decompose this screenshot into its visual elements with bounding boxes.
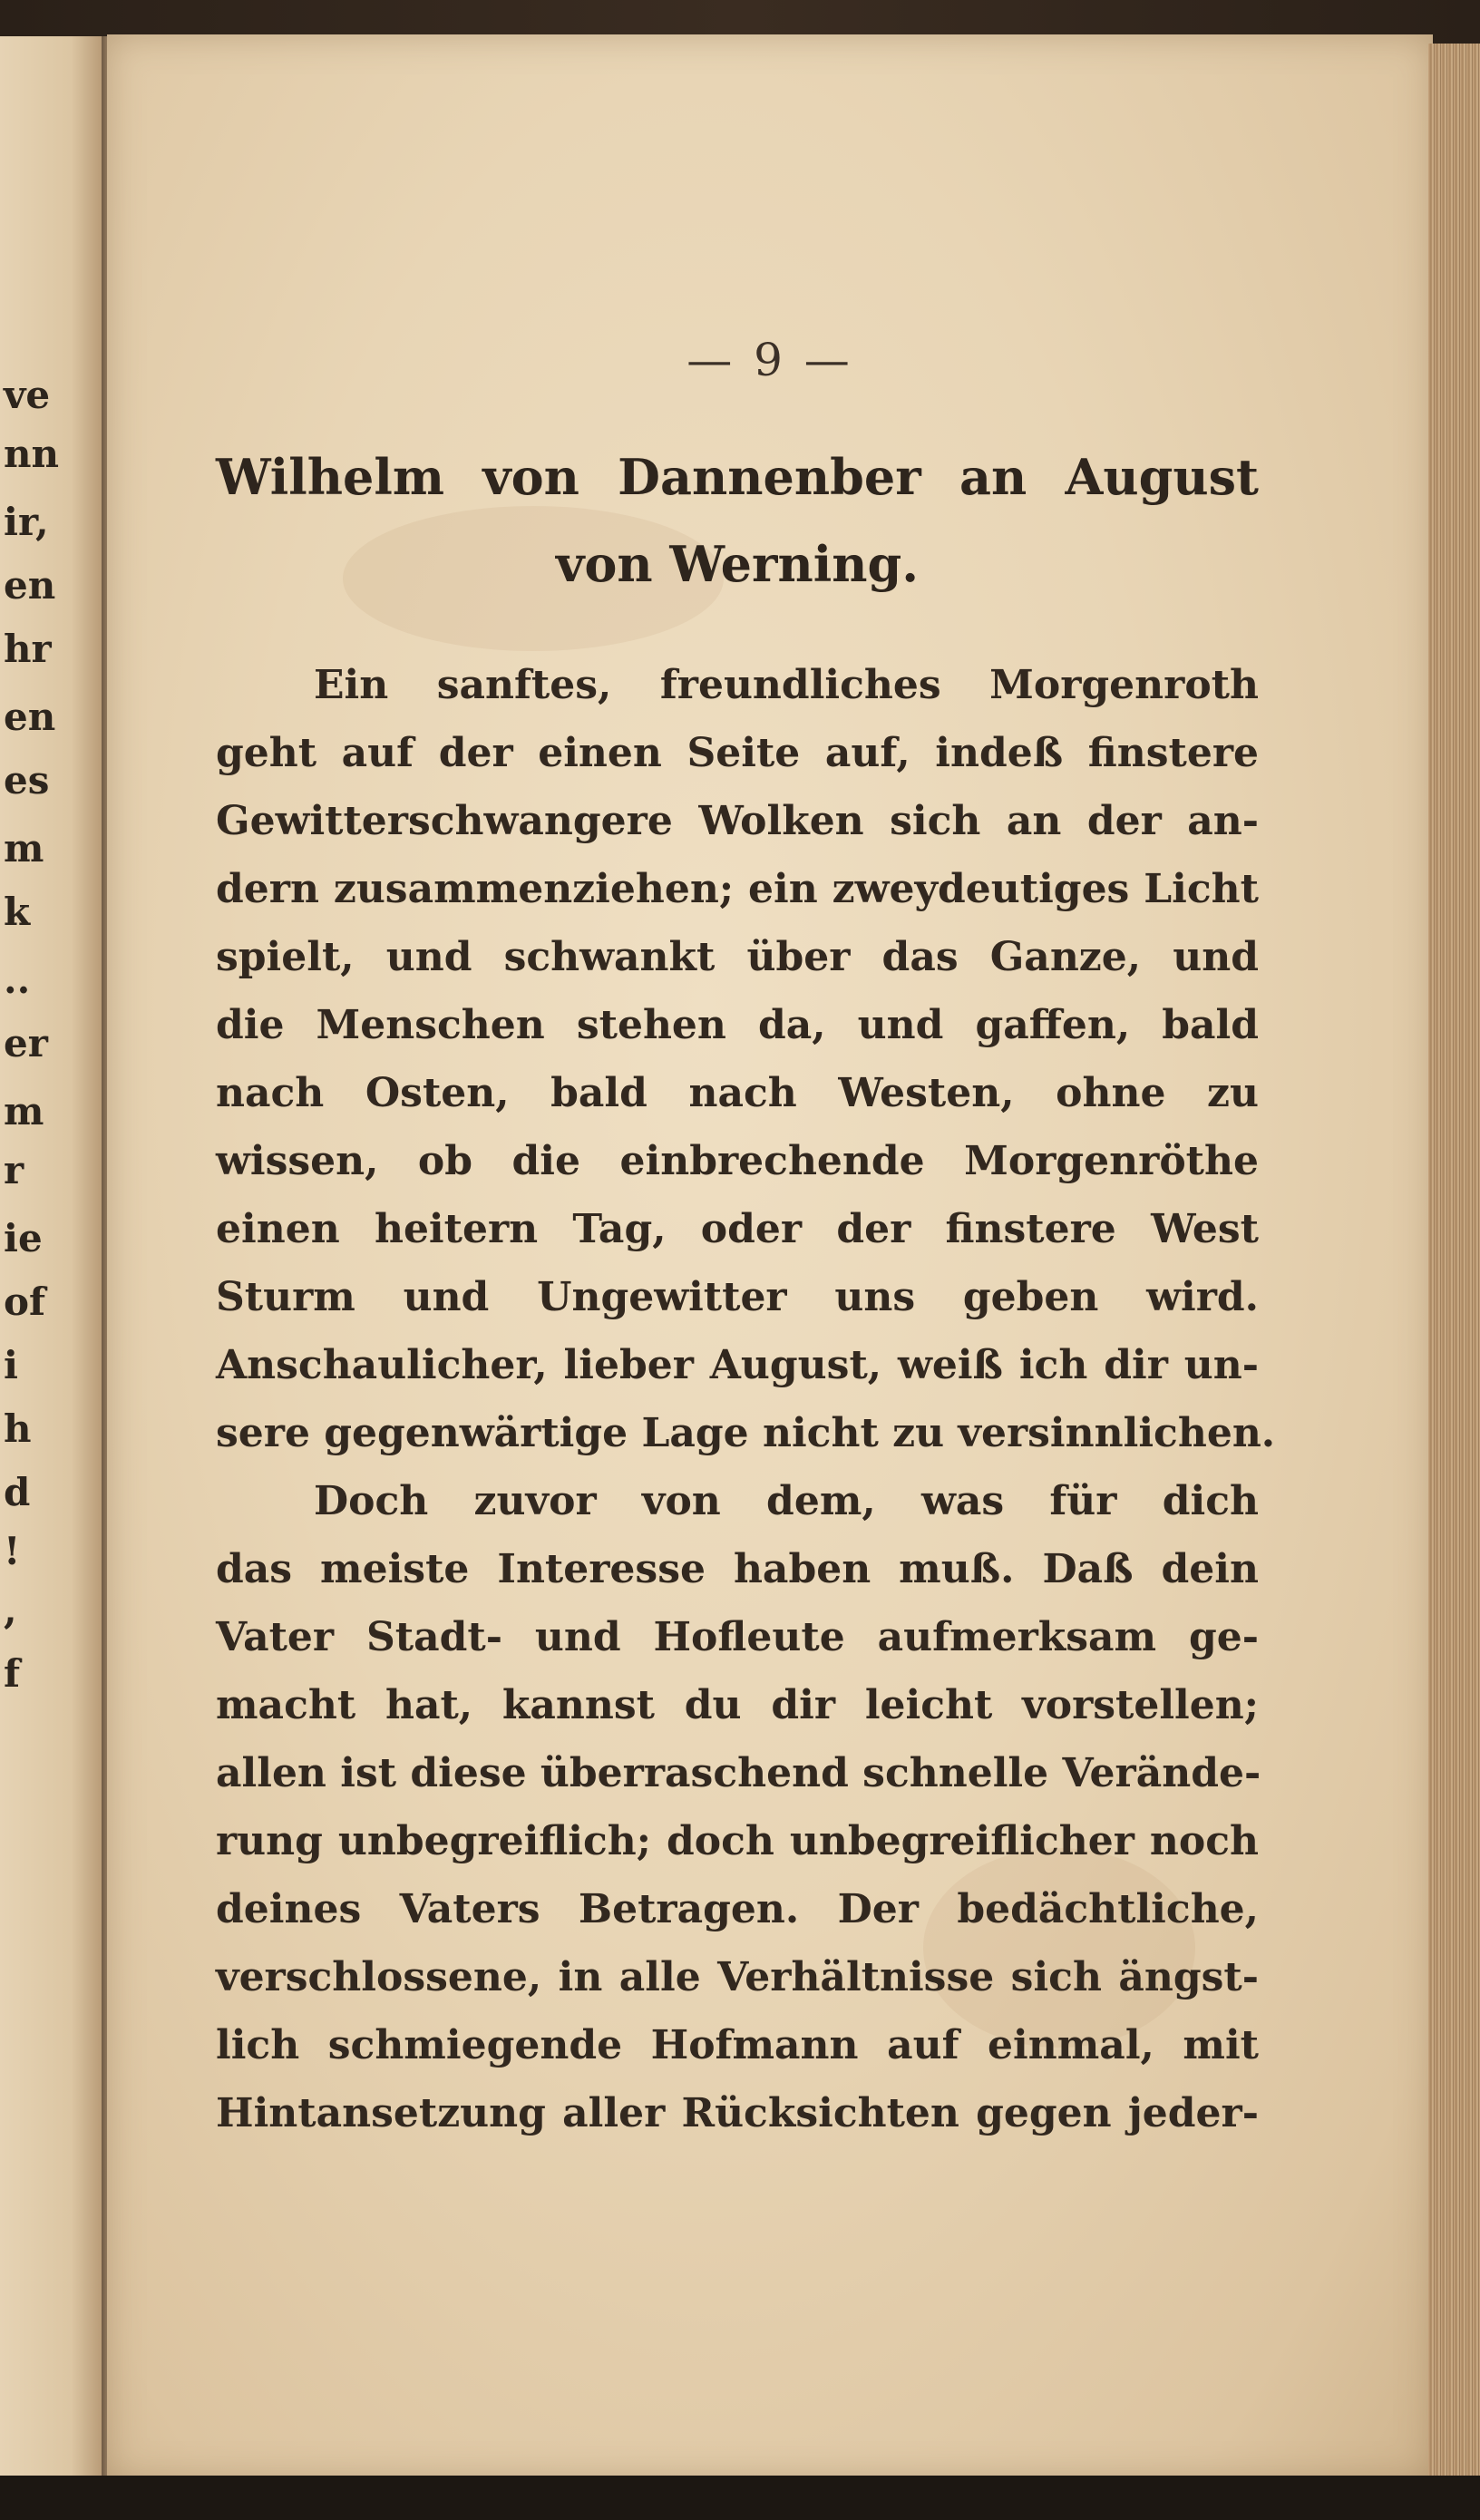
left-page-fragment: en (4, 563, 56, 608)
left-page-fragment: er (4, 1021, 48, 1065)
text-line: wissen, ob die einbrechende Morgenröthe (216, 1138, 1259, 1184)
text-line: Vater Stadt- und Hofleute aufmerksam ge- (216, 1614, 1259, 1660)
text-line: verschlossene, in alle Verhältnisse sich ängst- (216, 1954, 1259, 2000)
left-page-fragment: , (4, 1588, 17, 1632)
text-line: Doch zuvor von dem, was für dich (314, 1478, 1259, 1524)
left-page-fragment: r (4, 1148, 24, 1192)
left-page-fragment: en (4, 695, 56, 739)
text-line: macht hat, kannst du dir leicht vorstellen; (216, 1682, 1259, 1728)
text-line: Gewitterschwangere Wolken sich an der an- (216, 798, 1259, 844)
left-page-fragment: k (4, 890, 31, 934)
left-page-fragment: h (4, 1406, 32, 1451)
left-page-fragment: m (4, 826, 44, 871)
text-line: rung unbegreiflich; doch unbegreiflicher noch (216, 1818, 1259, 1864)
text-line: geht auf der einen Seite auf, indeß finstere (216, 730, 1259, 776)
text-line: allen ist diese überraschend schnelle Verände- (216, 1750, 1261, 1796)
left-page-fragment: .. (4, 958, 31, 1002)
left-page-fragment: ir, (4, 500, 49, 544)
page-edges (1428, 44, 1480, 2476)
text-line: die Menschen stehen da, und gaffen, bald (216, 1002, 1259, 1048)
left-page-fragment: ve (4, 373, 51, 417)
text-line: nach Osten, bald nach Westen, ohne zu (216, 1070, 1259, 1116)
right-page (107, 34, 1433, 2481)
left-page-fragment: ! (4, 1529, 21, 1573)
text-line: einen heitern Tag, oder der finstere West (216, 1206, 1259, 1252)
text-line: Hintansetzung aller Rücksichten gegen jeder- (216, 2090, 1259, 2136)
left-page-fragment: ie (4, 1216, 43, 1260)
text-line: dern zusammenziehen; ein zweydeutiges Licht (216, 866, 1259, 912)
heading-line: von Werning. (555, 535, 920, 593)
left-page-fragment: d (4, 1470, 31, 1514)
letter-body (216, 651, 1276, 2147)
left-page-fragment: m (4, 1089, 44, 1134)
left-page-fragment: of (4, 1279, 46, 1324)
text-line: spielt, und schwankt über das Ganze, und (216, 934, 1259, 980)
left-page-fragment: i (4, 1343, 18, 1387)
text-line: Anschaulicher, lieber August, weiß ich dir un- (216, 1342, 1259, 1388)
page-number: — 9 — (686, 334, 853, 386)
text-line: das meiste Interesse haben muß. Daß dein (216, 1546, 1259, 1592)
scan-background (0, 2476, 1480, 2520)
text-line: deines Vaters Betragen. Der bedächtliche, (216, 1886, 1259, 1932)
heading-line: Wilhelm von Dannenber an August (216, 448, 1259, 506)
text-line: Ein sanftes, freundliches Morgenroth (314, 662, 1259, 708)
left-page-fragment: es (4, 758, 50, 803)
text-line: Sturm und Ungewitter uns geben wird. (216, 1274, 1259, 1320)
letter-heading (216, 433, 1259, 608)
text-line: sere gegenwärtige Lage nicht zu versinnlichen. (216, 1410, 1276, 1456)
left-page-fragment: nn (4, 432, 60, 476)
left-page-fragment: hr (4, 627, 52, 671)
left-facing-page (0, 36, 103, 2476)
text-line: lich schmiegende Hofmann auf einmal, mit (216, 2022, 1259, 2068)
left-page-fragment: f (4, 1651, 21, 1696)
